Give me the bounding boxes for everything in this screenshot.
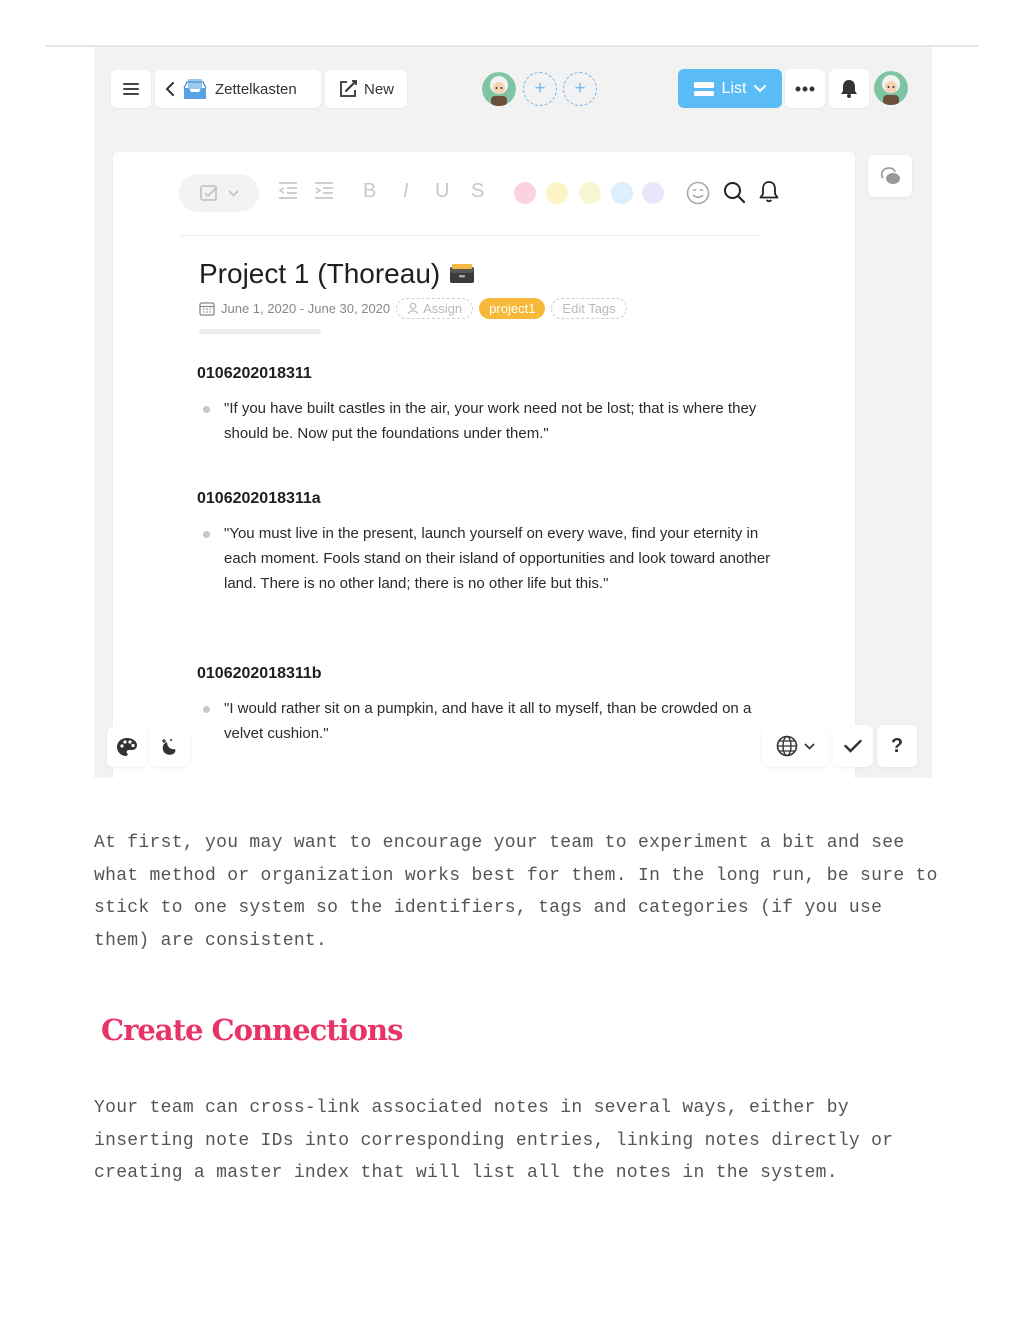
note-id[interactable]: 0106202018311 [197,365,312,382]
outdent-button[interactable] [277,181,299,201]
highlight-color-swatch[interactable] [611,182,633,204]
checklist-dropdown[interactable] [179,174,259,212]
note-block [197,365,787,446]
list-item[interactable]: "I would rather sit on a pumpkin, and have it all to myself, than be crowded on a velvet cushion." [197,696,787,746]
toolbar-divider [179,235,761,236]
document-meta [199,297,627,319]
notifications-button[interactable] [829,69,869,108]
smiley-icon [686,181,710,205]
chevron-down-icon [228,190,239,197]
highlight-color-swatch[interactable] [579,182,601,204]
checkmark-icon [844,739,862,753]
language-dropdown[interactable] [762,725,828,767]
list-item[interactable]: "You must live in the present, launch yourself on every wave, find your eternity in each moment. Fools stand on their island of opportunities and look toward another land. There is no other land; there is no other life but this." [197,521,787,596]
globe-icon [776,735,798,757]
note-id[interactable]: 0106202018311a [197,490,321,507]
page-title[interactable] [199,258,476,290]
highlight-color-swatch[interactable] [642,182,664,204]
edit-tags-chip[interactable]: Edit Tags [551,298,626,319]
menu-button[interactable] [111,70,151,108]
emoji-button[interactable] [686,181,710,205]
chevron-left-icon[interactable] [165,82,175,96]
palette-icon [116,737,138,757]
assign-chip[interactable] [396,298,473,319]
section-heading: Create Connections [101,1013,403,1047]
more-options-button[interactable] [785,69,825,108]
breadcrumb-label: Zettelkasten [215,80,297,98]
view-mode-label: List [721,79,747,97]
highlight-color-swatch[interactable] [546,182,568,204]
list-view-icon [694,81,714,97]
app-screenshot [94,47,932,778]
more-dots-icon [795,86,815,92]
page-title-text[interactable]: Project 1 (Thoreau) [199,258,441,289]
breadcrumb[interactable] [155,70,321,108]
highlight-color-swatch[interactable] [514,182,536,204]
search-icon [723,181,746,204]
owner-avatar[interactable] [482,72,516,106]
bell-icon [840,79,858,98]
help-button[interactable]: ? [877,725,917,767]
add-member-button[interactable]: + [523,72,557,106]
calendar-icon [199,301,215,316]
checkbox-icon [200,184,220,202]
article-paragraph: At first, you may want to encourage your team to experiment a bit and see what method or organization works best for them. In the long run, be sure to stick to one system so the identifiers, tags and categories (if you use them) are consistent. [94,833,938,951]
reminder-button[interactable] [759,180,779,203]
italic-button[interactable]: I [403,180,409,202]
person-icon [407,302,419,314]
outdent-icon [277,181,299,201]
theme-palette-button[interactable] [107,727,147,767]
hamburger-icon [123,82,139,96]
chat-bubble-icon [879,166,901,186]
user-avatar[interactable] [874,71,908,105]
dark-mode-button[interactable] [150,727,190,767]
indent-button[interactable] [313,181,335,201]
new-note-button[interactable] [325,70,407,108]
moon-stars-icon [159,736,181,758]
progress-bar [199,329,321,334]
indent-icon [313,181,335,201]
underline-button[interactable]: U [435,180,450,202]
assign-label: Assign [423,300,463,316]
new-note-label: New [363,80,394,98]
date-range[interactable]: June 1, 2020 - June 30, 2020 [221,300,391,316]
note-block [197,490,787,596]
bold-button[interactable]: B [363,180,377,202]
list-item[interactable]: "If you have built castles in the air, your work need not be lost; that is where they should be. Now put the foundations under them." [197,396,787,446]
note-id[interactable]: 0106202018311b [197,665,322,682]
comments-panel-button[interactable] [868,155,912,197]
file-cabinet-icon [448,263,476,285]
tag-chip[interactable]: project1 [479,298,545,319]
note-block [197,665,787,746]
formatting-toolbar [179,171,785,213]
document-card [113,152,855,778]
chevron-down-icon [754,85,766,93]
article-paragraph: Your team can cross-link associated notes in several ways, either by inserting note IDs into corresponding entries, linking notes directly or creating a master index that will list all the notes in the system. [94,1098,894,1183]
bell-outline-icon [759,180,779,203]
search-button[interactable] [723,181,746,204]
view-mode-dropdown[interactable] [678,69,782,108]
confirm-button[interactable] [833,725,873,767]
inbox-tray-icon [183,78,207,100]
new-note-icon [338,79,358,99]
strikethrough-button[interactable]: S [471,180,485,202]
chevron-down-icon [804,743,815,750]
add-member-button[interactable]: + [563,72,597,106]
